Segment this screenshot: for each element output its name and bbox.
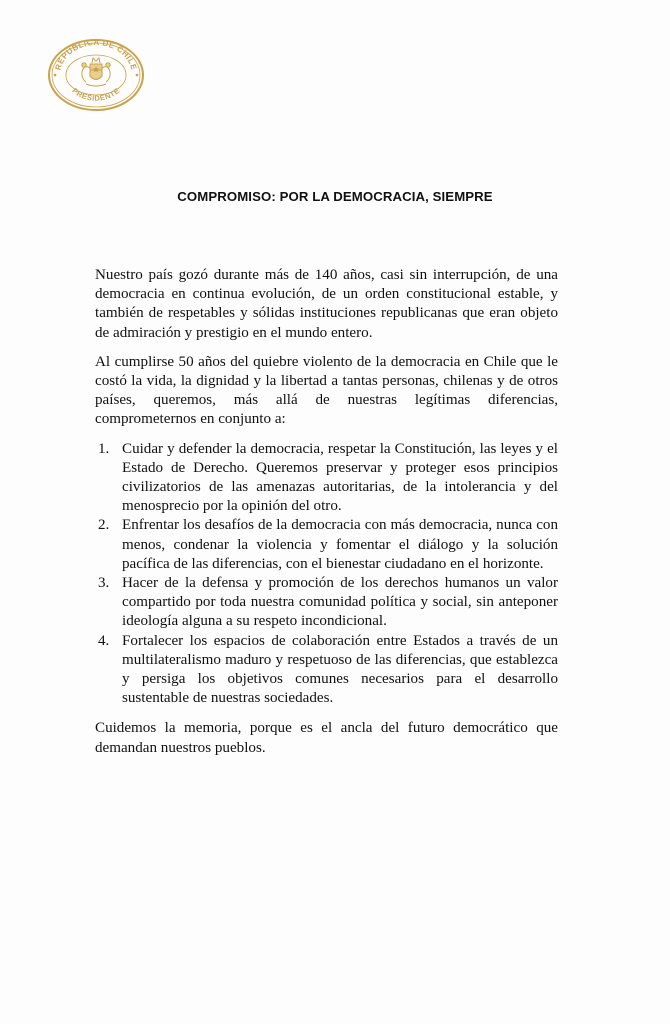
list-item: [95, 440, 558, 517]
chile-coat-of-arms-seal-icon: [46, 38, 146, 112]
list-item-text: Hacer de la defensa y promoción de los derechos humanos un valor compartido por toda nuestra comunidad política y social, sin anteponer ideología alguna a su respeto incondicional.: [122, 575, 558, 630]
list-item-number: 2.: [98, 517, 110, 534]
list-item-number: 1.: [98, 440, 110, 457]
list-item-number: 3.: [98, 575, 110, 592]
svg-text:PRESIDENTE: [70, 86, 121, 103]
commitments-list: [95, 440, 558, 709]
list-item: [95, 574, 558, 632]
closing-paragraph: Cuidemos la memoria, porque es el ancla del futuro democrático que demandan nuestros pueblos.: [95, 720, 558, 756]
document-title: COMPROMISO: POR LA DEMOCRACIA, SIEMPRE: [177, 189, 493, 204]
list-item-number: 4.: [98, 632, 110, 649]
list-item-text: Enfrentar los desafíos de la democracia con más democracia, nunca con menos, condenar la violencia y fomentar el diálogo y la solución pacífica de las diferencias, con el bienestar ciudadano en el horizonte.: [122, 517, 558, 572]
list-item-text: Fortalecer los espacios de colaboración entre Estados a través de un multilateralismo maduro y respetuoso de las diferencias, que establezca y persiga los objetivos comunes necesarios para el desarrollo sustentable de nuestras sociedades.: [122, 632, 558, 707]
intro-paragraph: Nuestro país gozó durante más de 140 años, casi sin interrupción, de una democracia en continua evolución, de un orden constitucional estable, y también de respetables y sólidas instituciones republicanas que eran objeto de admiración y prestigio en el mundo entero.: [95, 267, 558, 341]
seal-top-text: REPÚBLICA DE CHILE: [53, 38, 139, 72]
list-item-text: Cuidar y defender la democracia, respetar la Constitución, las leyes y el Estado de Derecho. Queremos preservar y proteger esos principios civilizatorios de las amenazas autoritarias, de la intolerancia y del menosprecio por la opinión del otro.: [122, 440, 558, 515]
presidential-seal: [46, 38, 146, 112]
document-body: [95, 266, 558, 768]
list-item: [95, 516, 558, 574]
commitment-intro-paragraph: Al cumplirse 50 años del quiebre violento de la democracia en Chile que le costó la vida, la dignidad y la libertad a tantas personas, chilenas y de otros países, queremos, más allá de nuestras legítimas diferencias, comprometernos en conjunto a:: [95, 353, 558, 428]
list-item: [95, 632, 558, 709]
seal-bottom-text: PRESIDENTE: [70, 85, 122, 103]
